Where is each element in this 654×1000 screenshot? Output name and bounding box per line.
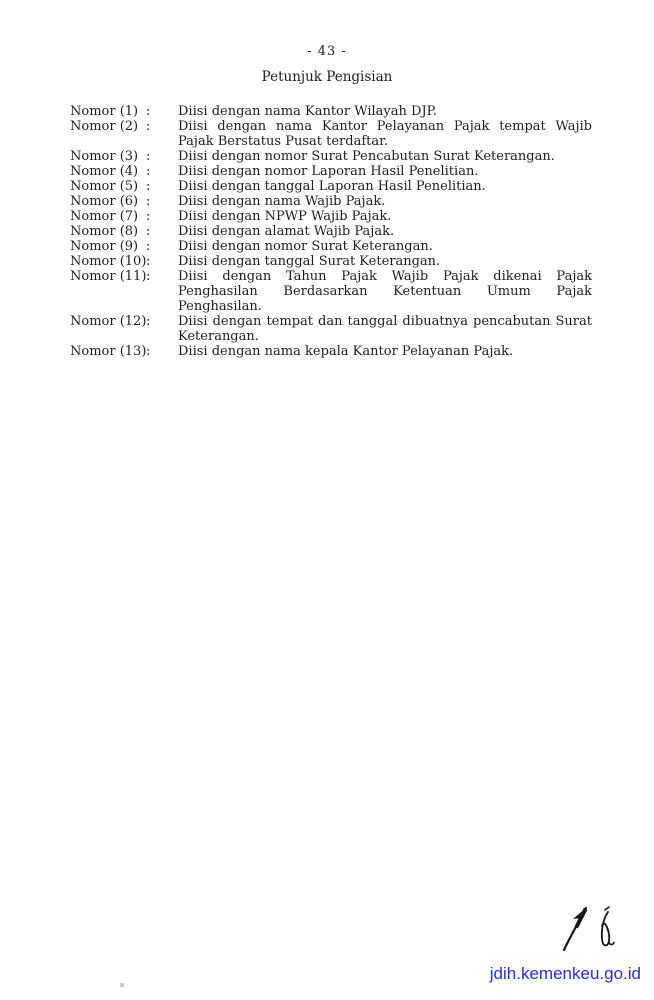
colon-separator: :: [146, 239, 151, 254]
page-title: Petunjuk Pengisian: [261, 69, 393, 85]
instruction-text: Diisi dengan alamat Wajib Pajak.: [178, 224, 395, 239]
colon-separator: :: [146, 254, 151, 269]
instruction-number-label: Nomor (3): [70, 149, 139, 164]
instruction-text: Diisi dengan nama kepala Kantor Pelayanan Pajak.: [178, 344, 514, 359]
colon-separator: :: [146, 119, 151, 134]
instruction-row: [70, 194, 592, 209]
instruction-number-label: Nomor (5): [70, 179, 139, 194]
instruction-row: [70, 269, 592, 314]
colon-separator: :: [146, 314, 151, 329]
instruction-number-label: Nomor (2): [70, 119, 139, 134]
instruction-row: [70, 224, 592, 239]
instruction-text: Diisi dengan nomor Surat Keterangan.: [178, 239, 433, 254]
colon-separator: :: [146, 149, 151, 164]
colon-separator: :: [146, 104, 151, 119]
colon-separator: :: [146, 164, 151, 179]
colon-separator: :: [146, 209, 151, 224]
instruction-text: Diisi dengan tanggal Laporan Hasil Penelitian.: [178, 179, 486, 194]
signature-icon: [555, 893, 630, 958]
scan-artifact-speck: [120, 983, 124, 987]
instruction-text: Diisi dengan tanggal Surat Keterangan.: [178, 254, 441, 269]
instruction-row: [70, 239, 592, 254]
instruction-text: Diisi dengan NPWP Wajib Pajak.: [178, 209, 392, 224]
instruction-text: Diisi dengan tempat dan tanggal dibuatnya pencabutan Surat Keterangan.: [178, 314, 592, 344]
colon-separator: :: [146, 179, 151, 194]
instruction-number-label: Nomor (1): [70, 104, 139, 119]
instruction-row: [70, 209, 592, 224]
instruction-text: Diisi dengan nama Kantor Wilayah DJP.: [178, 104, 437, 119]
page-number: - 43 -: [307, 44, 347, 59]
instruction-list: [70, 104, 592, 359]
colon-separator: :: [146, 194, 151, 209]
instruction-number-label: Nomor (4): [70, 164, 139, 179]
instruction-row: [70, 254, 592, 269]
instruction-row: [70, 344, 592, 359]
colon-separator: :: [146, 269, 151, 284]
colon-separator: :: [146, 344, 151, 359]
instruction-row: [70, 179, 592, 194]
instruction-number-label: Nomor (13): [70, 344, 147, 359]
instruction-row: [70, 119, 592, 149]
instruction-number-label: Nomor (10): [70, 254, 147, 269]
instruction-text: Diisi dengan nama Wajib Pajak.: [178, 194, 386, 209]
instruction-number-label: Nomor (8): [70, 224, 139, 239]
instruction-number-label: Nomor (7): [70, 209, 139, 224]
instruction-text: Diisi dengan nomor Surat Pencabutan Surat Keterangan.: [178, 149, 555, 164]
instruction-text: Diisi dengan nama Kantor Pelayanan Pajak tempat Wajib Pajak Berstatus Pusat terdaftar.: [178, 119, 592, 149]
instruction-number-label: Nomor (11): [70, 269, 147, 284]
jdih-site-link[interactable]: jdih.kemenkeu.go.id: [489, 964, 641, 983]
instruction-number-label: Nomor (12): [70, 314, 147, 329]
instruction-text: Diisi dengan nomor Laporan Hasil Penelitian.: [178, 164, 479, 179]
instruction-number-label: Nomor (9): [70, 239, 139, 254]
instruction-text: Diisi dengan Tahun Pajak Wajib Pajak dikenai Pajak Penghasilan Berdasarkan Ketentuan Umum Pajak Penghasilan.: [178, 269, 592, 314]
instruction-row: [70, 104, 592, 119]
instruction-number-label: Nomor (6): [70, 194, 139, 209]
instruction-row: [70, 314, 592, 344]
instruction-row: [70, 149, 592, 164]
colon-separator: :: [146, 224, 151, 239]
instruction-row: [70, 164, 592, 179]
